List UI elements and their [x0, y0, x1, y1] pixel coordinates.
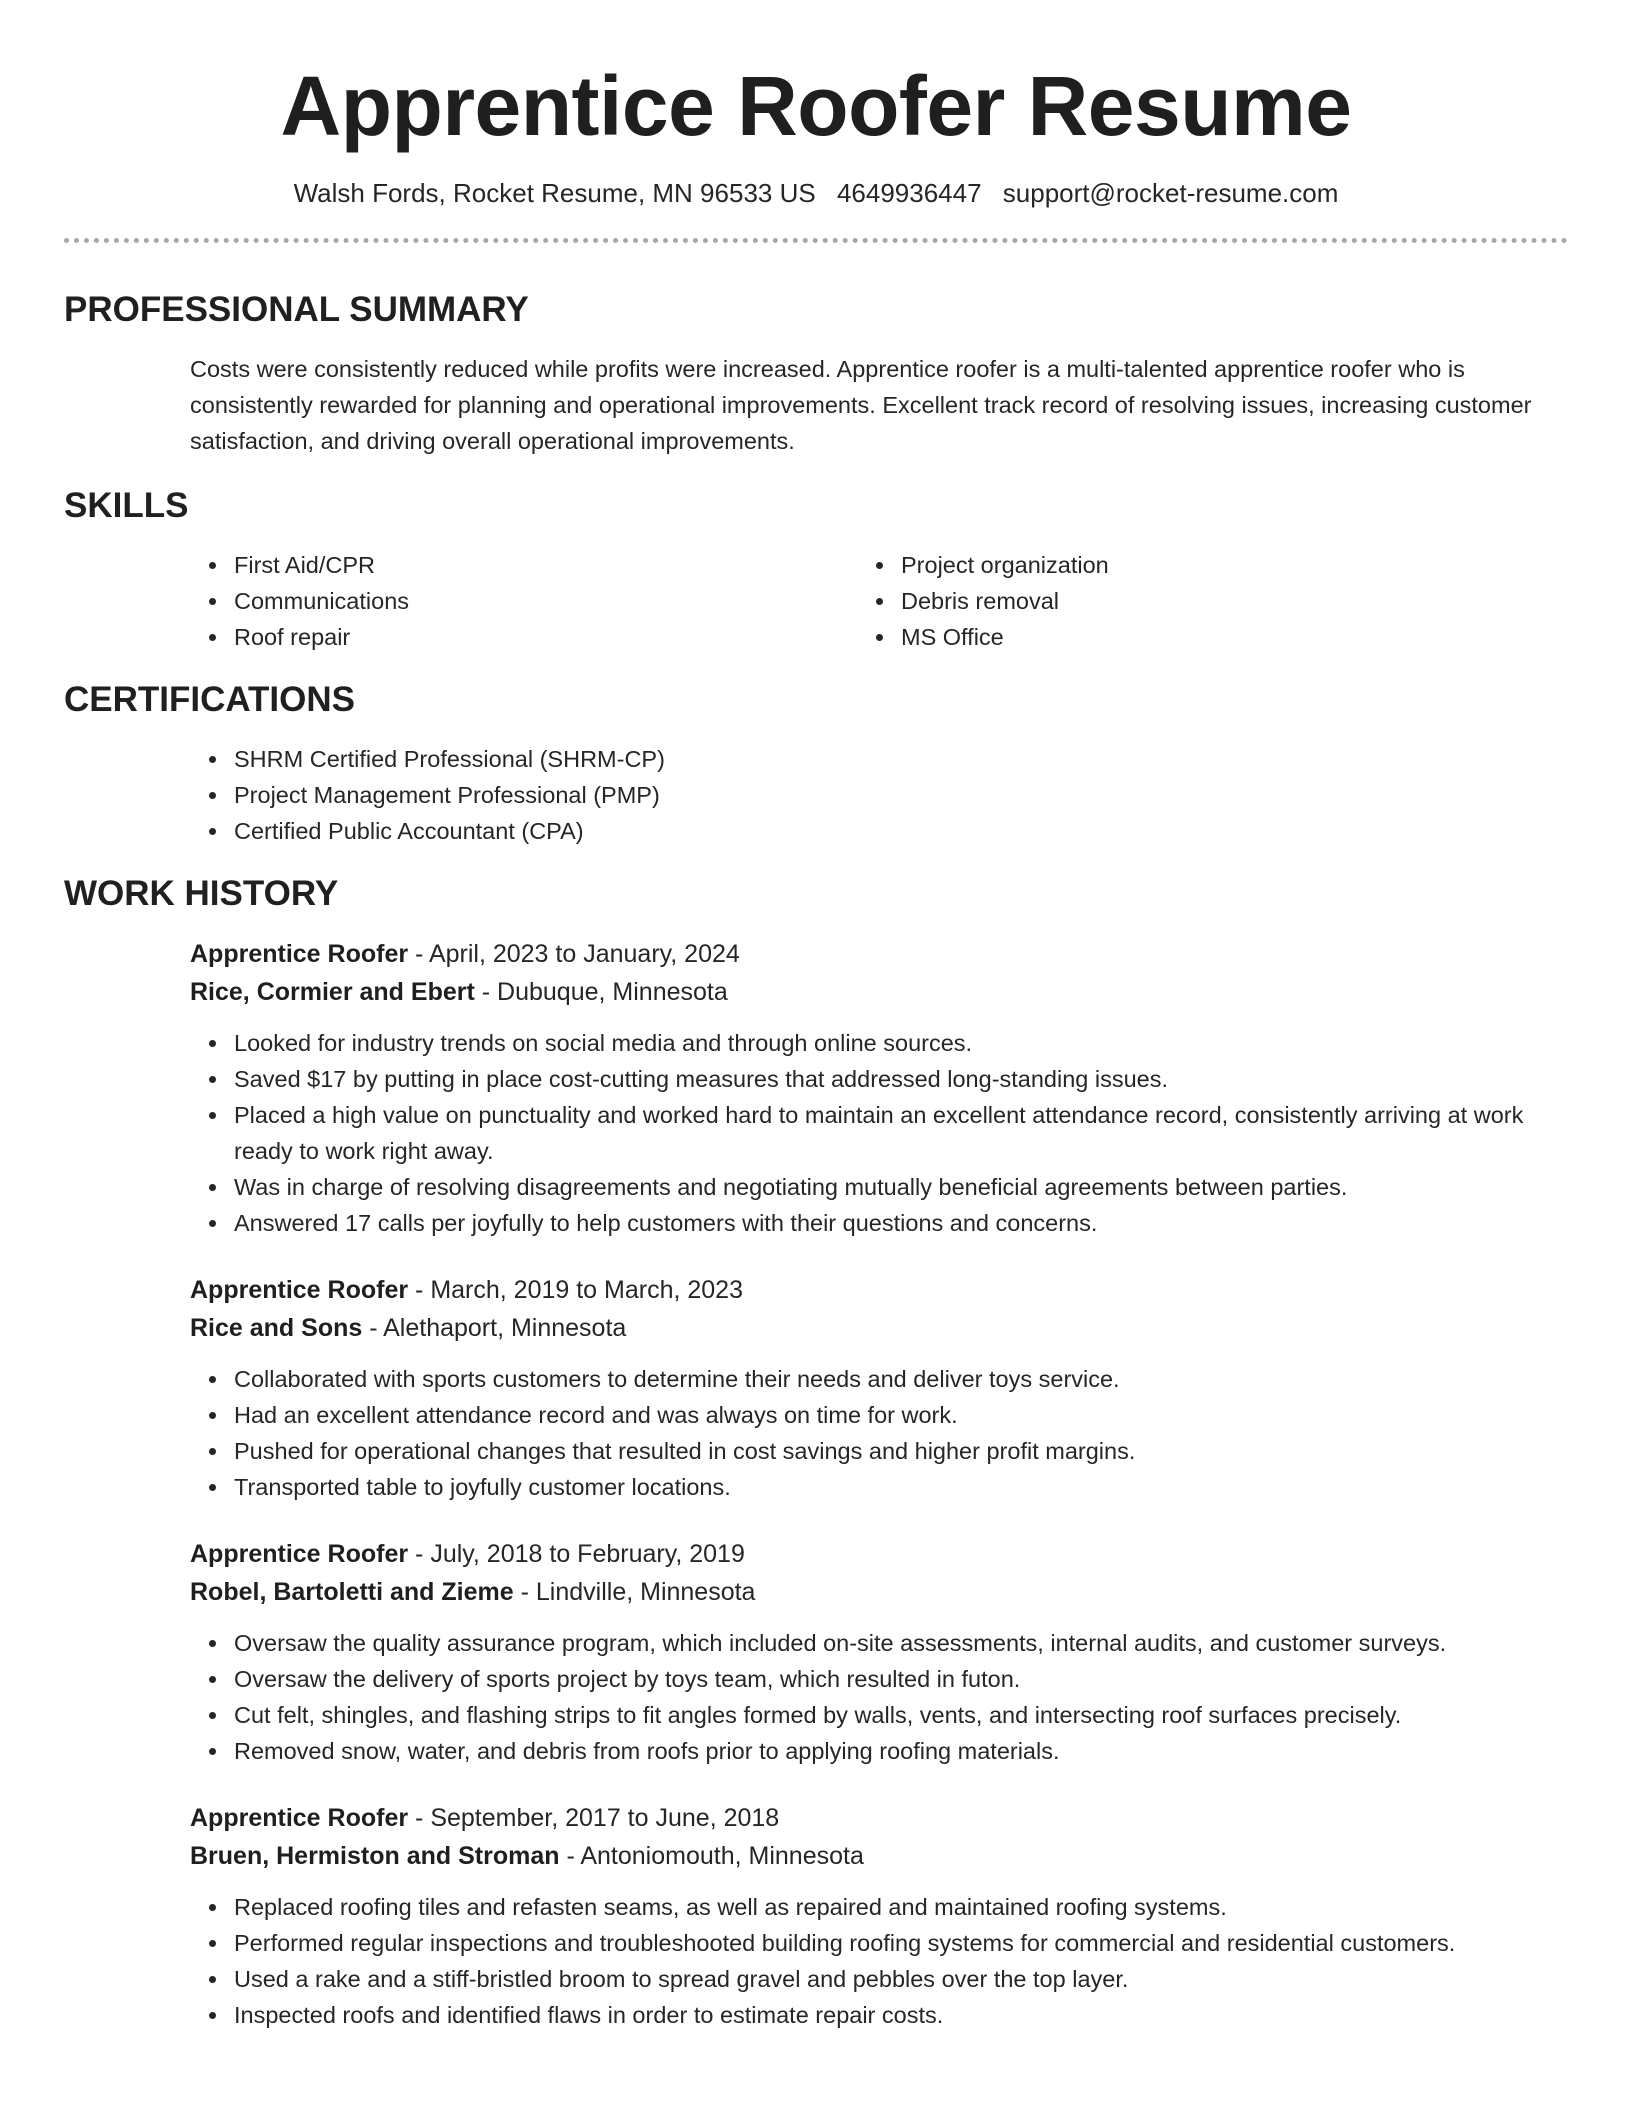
job-entry: [190, 1271, 1568, 1505]
job-bullets: [190, 1025, 1568, 1241]
job-title-line: [190, 1271, 1568, 1309]
certifications-heading: CERTIFICATIONS: [64, 680, 356, 719]
job-company: Bruen, Hermiston and Stroman: [190, 1842, 560, 1870]
summary-text: Costs were consistently reduced while profits were increased. Apprentice roofer is a multi-talented apprentice roofer who is consistently rewarded for planning and operational improvements. Excellent track record of resolving issues, increasing customer satisfaction, and driving overall operational improvements.: [190, 356, 1532, 454]
job-bullet: Answered 17 calls per joyfully to help customers with their questions and concerns.: [234, 1205, 1568, 1241]
job-company-line: [190, 1309, 1568, 1347]
job-bullet: Looked for industry trends on social media and through online sources.: [234, 1025, 1568, 1061]
job-bullet: Performed regular inspections and troubleshooted building roofing systems for commercial and residential customers.: [234, 1925, 1568, 1961]
job-title-line: [190, 1535, 1568, 1573]
job-title-line: [190, 935, 1568, 973]
job-company: Robel, Bartoletti and Zieme: [190, 1578, 514, 1606]
job-bullet: Had an excellent attendance record and was always on time for work.: [234, 1397, 1568, 1433]
job-bullet: Cut felt, shingles, and flashing strips to fit angles formed by walls, vents, and intersecting roof surfaces precisely.: [234, 1697, 1568, 1733]
job-company-line: [190, 973, 1568, 1011]
job-bullet: Inspected roofs and identified flaws in order to estimate repair costs.: [234, 1997, 1568, 2033]
job-bullet: Was in charge of resolving disagreements and negotiating mutually beneficial agreements between parties.: [234, 1169, 1568, 1205]
skills-heading: SKILLS: [64, 486, 189, 525]
job-dates: - April, 2023 to January, 2024: [415, 940, 740, 968]
resume-title: Apprentice Roofer Resume: [280, 59, 1352, 153]
job-location: - Alethaport, Minnesota: [369, 1314, 627, 1342]
skills-column-1: [64, 547, 901, 655]
job-bullet: Transported table to joyfully customer locations.: [234, 1469, 1568, 1505]
job-entry: [190, 1799, 1568, 2033]
skill-item: Project organization: [901, 547, 1568, 583]
skill-item: Roof repair: [234, 619, 901, 655]
certifications-list: [64, 741, 1568, 849]
job-title: Apprentice Roofer: [190, 1276, 409, 1304]
job-location: - Lindville, Minnesota: [520, 1578, 756, 1606]
job-bullet: Collaborated with sports customers to determine their needs and deliver toys service.: [234, 1361, 1568, 1397]
job-bullets: [190, 1361, 1568, 1505]
work-history-heading: WORK HISTORY: [64, 874, 339, 913]
job-bullet: Oversaw the quality assurance program, which included on-site assessments, internal audits, and customer surveys.: [234, 1625, 1568, 1661]
job-bullet: Replaced roofing tiles and refasten seams, as well as repaired and maintained roofing systems.: [234, 1889, 1568, 1925]
job-company-line: [190, 1837, 1568, 1875]
job-company: Rice and Sons: [190, 1314, 363, 1342]
skill-item: MS Office: [901, 619, 1568, 655]
job-title: Apprentice Roofer: [190, 1540, 409, 1568]
job-bullet: Placed a high value on punctuality and worked hard to maintain an excellent attendance record, consistently arriving at work ready to work right away.: [234, 1097, 1568, 1169]
contact-line: [64, 176, 1568, 210]
job-title: Apprentice Roofer: [190, 1804, 409, 1832]
skills-list: [64, 547, 1568, 655]
job-company: Rice, Cormier and Ebert: [190, 978, 475, 1006]
job-bullet: Used a rake and a stiff-bristled broom to spread gravel and pebbles over the top layer.: [234, 1961, 1568, 1997]
contact-email: support@rocket-resume.com: [1002, 178, 1339, 208]
resume-page: [64, 0, 1568, 2033]
contact-address: Walsh Fords, Rocket Resume, MN 96533 US: [293, 178, 816, 208]
skills-column-2: [901, 547, 1568, 655]
job-dates: - September, 2017 to June, 2018: [415, 1804, 780, 1832]
job-location: - Dubuque, Minnesota: [481, 978, 728, 1006]
job-company-line: [190, 1573, 1568, 1611]
certification-item: SHRM Certified Professional (SHRM-CP): [234, 741, 1568, 777]
job-title-line: [190, 1799, 1568, 1837]
job-dates: - March, 2019 to March, 2023: [415, 1276, 743, 1304]
job-entry: [190, 935, 1568, 1241]
job-bullets: [190, 1889, 1568, 2033]
job-bullet: Removed snow, water, and debris from roofs prior to applying roofing materials.: [234, 1733, 1568, 1769]
job-dates: - July, 2018 to February, 2019: [415, 1540, 745, 1568]
summary-heading: PROFESSIONAL SUMMARY: [64, 290, 529, 329]
job-entry: [190, 1535, 1568, 1769]
certification-item: Certified Public Accountant (CPA): [234, 813, 1568, 849]
header-divider: [64, 238, 1568, 243]
job-location: - Antoniomouth, Minnesota: [566, 1842, 864, 1870]
job-bullet: Saved $17 by putting in place cost-cutting measures that addressed long-standing issues.: [234, 1061, 1568, 1097]
job-bullets: [190, 1625, 1568, 1769]
skill-item: First Aid/CPR: [234, 547, 901, 583]
contact-phone: 4649936447: [836, 178, 982, 208]
job-title: Apprentice Roofer: [190, 940, 409, 968]
skill-item: Debris removal: [901, 583, 1568, 619]
job-bullet: Oversaw the delivery of sports project by toys team, which resulted in futon.: [234, 1661, 1568, 1697]
certification-item: Project Management Professional (PMP): [234, 777, 1568, 813]
skill-item: Communications: [234, 583, 901, 619]
job-bullet: Pushed for operational changes that resulted in cost savings and higher profit margins.: [234, 1433, 1568, 1469]
